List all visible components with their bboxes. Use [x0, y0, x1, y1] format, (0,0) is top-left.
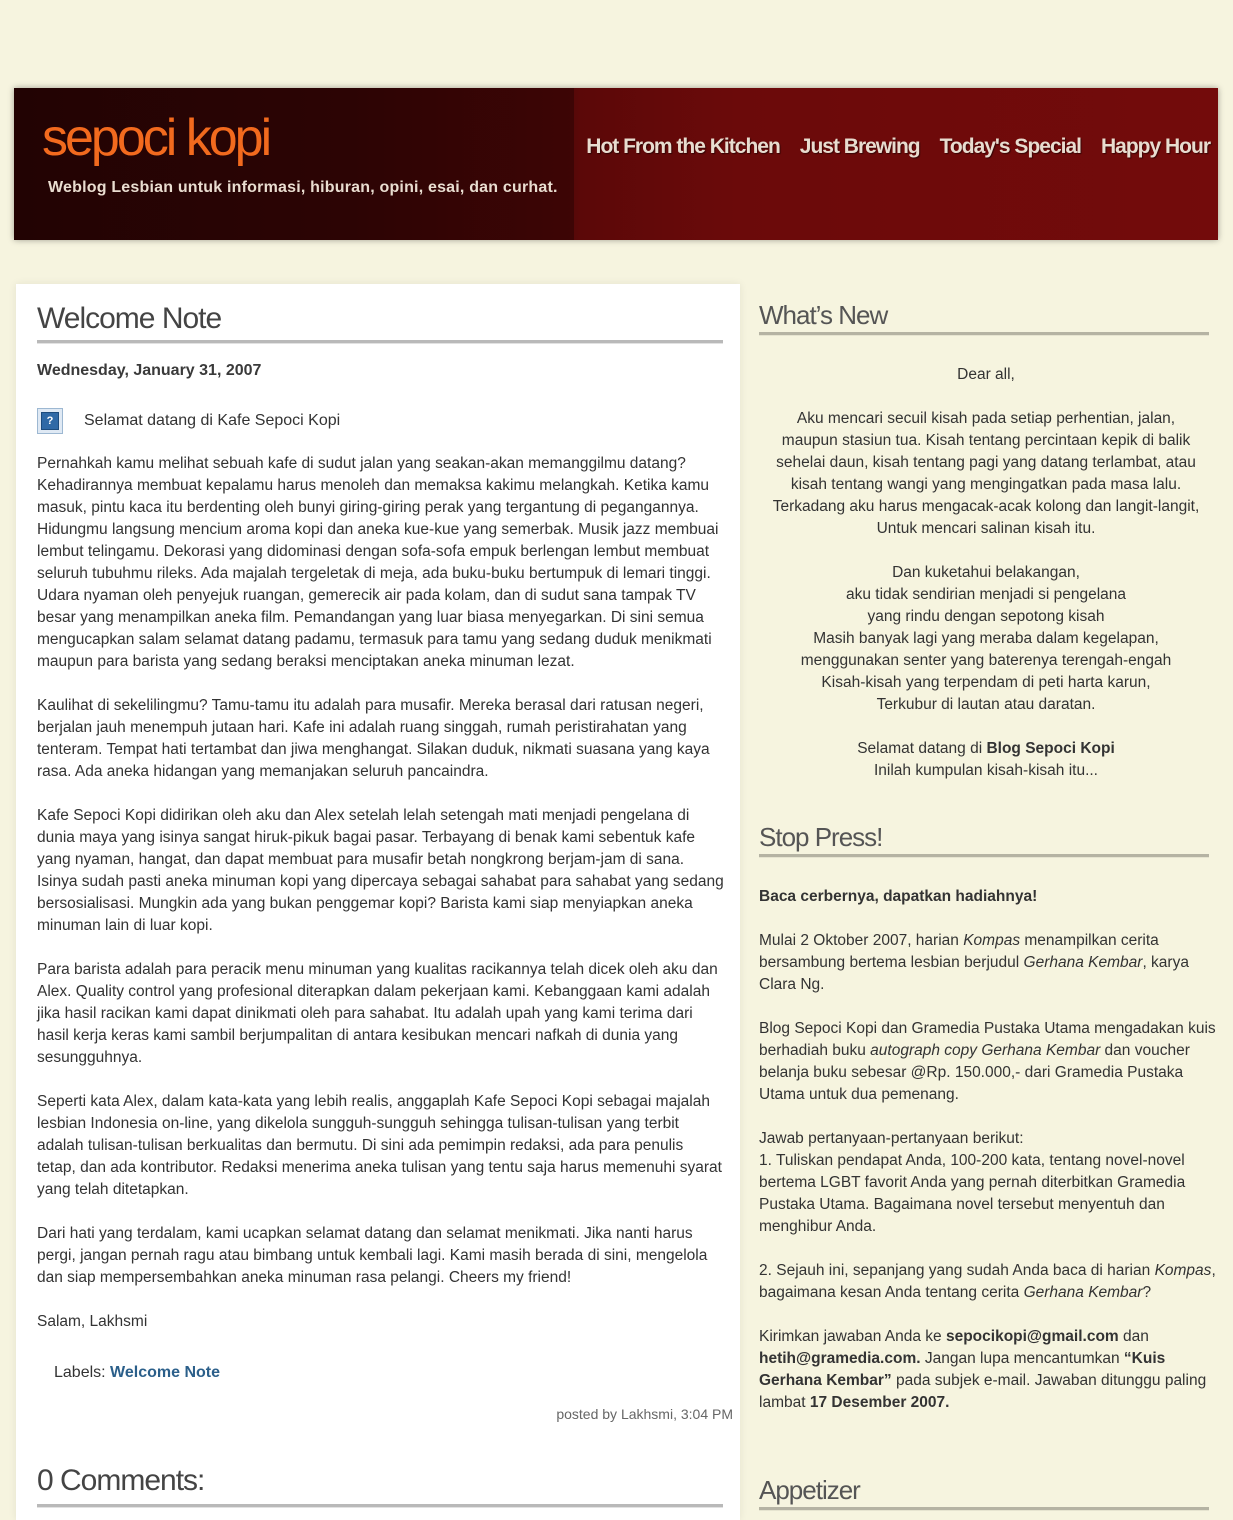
stop-press-text: 1. Tuliskan pendapat Anda, 100-200 kata, tentang novel-novel bertema LGBT favorit Anda yang pernah diterbitkan Gramedia Pustaka Utama. Bagaimana novel tersebut menyentuh dan menghibur Anda.: [759, 1152, 1186, 1235]
stop-press-strong: “Kuis Gerhana Kembar”: [759, 1350, 1166, 1389]
blog-title[interactable]: sepoci kopi: [42, 109, 270, 167]
whats-new-line: menggunakan senter yang baterenya terengah-engah: [800, 652, 1172, 669]
comments-divider: [37, 1504, 723, 1508]
email-hetih[interactable]: hetih@gramedia.com.: [759, 1350, 921, 1367]
post-paragraph: Pernahkah kamu melihat sebuah kafe di sudut jalan yang seakan-akan memanggilmu datang? Kehadirannya membuat kepalamu harus menoleh dan memaksa kakimu melangkah. Ketika kamu masuk, pintu kaca itu berdenting oleh bunyi giring-giring perak yang tergantung di pegangannya. Hidungmu langsung mencium aroma kopi dan aneka kue-kue yang semerbak. Musik jazz membuai lembut telingamu. Dekorasi yang didominasi dengan sofa-sofa empuk berlengan lembut membuat seluruh tubuhmu rileks. Ada majalah tergeletak di meja, ada buku-buku bertumpuk di lemari tinggi. Udara nyaman oleh penyejuk ruangan, gemerecik air pada kolam, dan di sudut sana tampak TV besar yang menampilkan aneka film. Pemandangan yang luar biasa menyegarkan. Di sini semua mengucapkan salam selamat datang padamu, termasuk para tamu yang sedang duduk menikmati maupun para barista yang sedang beraksi menciptakan aneka minuman lezat.: [37, 455, 719, 670]
nav-todays-special[interactable]: Today's Special: [939, 135, 1081, 158]
whats-new-line: yang rindu dengan sepotong kisah: [867, 608, 1105, 625]
welcome-line: Inilah kumpulan kisah-kisah itu...: [873, 762, 1098, 779]
stop-press-deadline: 17 Desember 2007.: [809, 1394, 950, 1411]
stop-press-emphasis: Gerhana Kembar: [1023, 1284, 1143, 1301]
appetizer-title: Appetizer: [759, 1475, 860, 1505]
nav-just-brewing[interactable]: Just Brewing: [799, 135, 920, 158]
stop-press-text: Jangan lupa mencantumkan: [920, 1350, 1124, 1367]
title-divider: [37, 340, 723, 344]
nav-happy-hour[interactable]: Happy Hour: [1100, 135, 1210, 158]
comments-title: 0 Comments:: [37, 1464, 205, 1497]
whats-new-line: Aku mencari secuil kisah pada setiap perhentian, jalan,: [796, 410, 1176, 427]
post-body: [37, 453, 725, 1355]
post-title[interactable]: Welcome Note: [37, 302, 222, 335]
post-signoff: Salam, Lakhsmi: [37, 1313, 148, 1330]
stop-press-text: Kirimkan jawaban Anda ke: [759, 1328, 946, 1345]
stop-press-paragraph: [759, 930, 1217, 996]
stop-press-text: pada subjek e-mail. Jawaban ditunggu paling lambat: [759, 1372, 1207, 1411]
nav-hot-from-the-kitchen[interactable]: Hot From the Kitchen: [586, 135, 780, 158]
stop-press-divider: [759, 854, 1209, 858]
stop-press-headline: [759, 886, 1217, 908]
whats-new-body: [759, 364, 1213, 804]
stop-press-text: , karya Clara Ng.: [759, 954, 1189, 993]
stop-press-headline-text: Baca cerbernya, dapatkan hadiahnya!: [759, 888, 1038, 905]
whats-new-paragraph: [759, 562, 1213, 716]
whats-new-line: Kisah-kisah yang terpendam di peti harta karun,: [821, 674, 1151, 691]
stop-press-emphasis: Kompas: [963, 932, 1021, 949]
stop-press-emphasis: autograph copy Gerhana Kembar: [870, 1042, 1101, 1059]
whats-new-divider: [759, 332, 1209, 336]
stop-press-text: ?: [1142, 1284, 1152, 1301]
whats-new-paragraph: [759, 408, 1213, 540]
stop-press-text: menampilkan cerita bersambung bertema lesbian berjudul: [759, 932, 1159, 971]
whats-new-paragraph: [759, 738, 1213, 782]
welcome-prefix: Selamat datang di: [857, 740, 987, 757]
whats-new-line: kisah tentang wangi yang mengingatkan pada masa lalu.: [790, 476, 1182, 493]
stop-press-paragraph: [759, 1260, 1217, 1304]
stop-press-paragraph: [759, 1326, 1217, 1414]
post-paragraph: Para barista adalah para peracik menu minuman yang kualitas racikannya telah dicek oleh aku dan Alex. Quality control yang profesional diterapkan dalam pekerjaan kami. Kebanggaan kami adalah jika hasil racikan kami dapat dinikmati oleh para sahabat. Itu adalah upah yang kami terima dari hasil kerja keras kami sambil berjumpalitan di antara kesibukan mencari nafkah di dunia yang sesungguhnya.: [37, 961, 718, 1066]
whats-new-line: maupun stasiun tua. Kisah tentang percintaan kepik di balik: [781, 432, 1191, 449]
stop-press-emphasis: Kompas: [1154, 1262, 1212, 1279]
post-image-row: [37, 408, 340, 434]
stop-press-body: [759, 886, 1217, 1436]
stop-press-paragraph: [759, 1128, 1217, 1238]
whats-new-line: Dan kuketahui belakangan,: [892, 564, 1080, 581]
welcome-blog-name: Blog Sepoci Kopi: [986, 740, 1115, 757]
post-paragraph: Seperti kata Alex, dalam kata-kata yang lebih realis, anggaplah Kafe Sepoci Kopi sebagai majalah lesbian Indonesia on-line, yang dikelola sungguh-sungguh sehingga tulisan-tulisan yang terbit adalah tulisan-tulisan berkualitas dan bermutu. Di sini ada pemimpin redaksi, ada para penulis tetap, dan ada kontributor. Redaksi menerima aneka tulisan yang tentu saja harus memenuhi syarat yang telah ditetapkan.: [37, 1093, 722, 1198]
stop-press-text: , bagaimana kesan Anda tentang cerita: [759, 1262, 1216, 1301]
whats-new-line: aku tidak sendirian menjadi si pengelana: [845, 586, 1127, 603]
stop-press-title: Stop Press!: [759, 822, 883, 852]
stop-press-paragraph: [759, 1018, 1217, 1106]
post-paragraph: Kaulihat di sekelilingmu? Tamu-tamu itu adalah para musafir. Mereka berasal dari ratusan negeri, berjalan jauh menempuh jutaan hari. Kafe ini adalah ruang singgah, rumah peristirahatan yang tenteram. Tempat hati tertambat dan jiwa menghangat. Silakan duduk, nikmati suasana yang kaya rasa. Ada aneka hidangan yang memanjakan seluruh pancaindra.: [37, 697, 710, 780]
email-sepocikopi[interactable]: sepocikopi@gmail.com: [945, 1328, 1119, 1345]
post-footer: posted by Lakhsmi, 3:04 PM: [556, 1406, 733, 1422]
post-paragraph: Kafe Sepoci Kopi didirikan oleh aku dan Alex setelah lelah setengah mati menjadi pengelana di dunia maya yang isinya sangat hiruk-pikuk bagai pasar. Terbayang di benak kami sebentuk kafe yang nyaman, hangat, dan dapat membuat para musafir betah nongkrong berjam-jam di sana. Isinya sudah pasti aneka minuman kopi yang dipercaya sebagai sahabat para sahabat yang sedang bersosialisasi. Mungkin ada yang bukan penggemar kopi? Barista kami siap menyiapkan aneka minuman lain di luar kopi.: [37, 807, 724, 934]
stop-press-text: 2. Sejauh ini, sepanjang yang sudah Anda baca di harian: [759, 1262, 1155, 1279]
stop-press-text: Mulai 2 Oktober 2007, harian: [759, 932, 964, 949]
whats-new-line: Untuk mencari salinan kisah itu.: [876, 520, 1096, 537]
whats-new-line: Dear all,: [957, 366, 1015, 383]
whats-new-paragraph: [759, 364, 1213, 386]
stop-press-text: Jawab pertanyaan-pertanyaan berikut:: [759, 1130, 1024, 1147]
main-column: [16, 284, 740, 1520]
whats-new-line: sehelai daun, kisah tentang pagi yang datang terlambat, atau: [776, 454, 1196, 471]
blog-description: Weblog Lesbian untuk informasi, hiburan, opini, esai, dan curhat.: [48, 179, 558, 196]
post-paragraph: Dari hati yang terdalam, kami ucapkan selamat datang dan selamat menikmati. Jika nanti harus pergi, jangan pernah ragu atau bimbang untuk kembali lagi. Kami masih berada di sini, mengelola dan siap mempersembahkan aneka minuman rasa pelangi. Cheers my friend!: [37, 1225, 708, 1286]
broken-image-icon[interactable]: ?: [37, 408, 63, 434]
post-date: Wednesday, January 31, 2007: [37, 362, 262, 379]
whats-new-line: Terkadang aku harus mengacak-acak kolong dan langit-langit,: [772, 498, 1200, 515]
labels-prefix: Labels:: [54, 1364, 106, 1381]
stop-press-text: dan: [1118, 1328, 1149, 1345]
blog-header: [14, 88, 1218, 240]
stop-press-emphasis: Gerhana Kembar: [1023, 954, 1143, 971]
top-nav: [586, 135, 1210, 159]
label-link[interactable]: Welcome Note: [110, 1364, 220, 1381]
whats-new-line: Masih banyak lagi yang meraba dalam kegelapan,: [813, 630, 1159, 647]
image-caption: Selamat datang di Kafe Sepoci Kopi: [84, 412, 341, 429]
post-labels: [54, 1364, 220, 1382]
stop-press-text: dan voucher belanja buku sebesar @Rp. 150.000,- dari Gramedia Pustaka Utama untuk dua pemenang.: [759, 1042, 1190, 1103]
whats-new-line: Terkubur di lautan atau daratan.: [876, 696, 1096, 713]
whats-new-title: What’s New: [759, 300, 888, 330]
stop-press-text: Blog Sepoci Kopi dan Gramedia Pustaka Utama mengadakan kuis berhadiah buku: [759, 1020, 1216, 1059]
appetizer-divider: [759, 1507, 1209, 1511]
